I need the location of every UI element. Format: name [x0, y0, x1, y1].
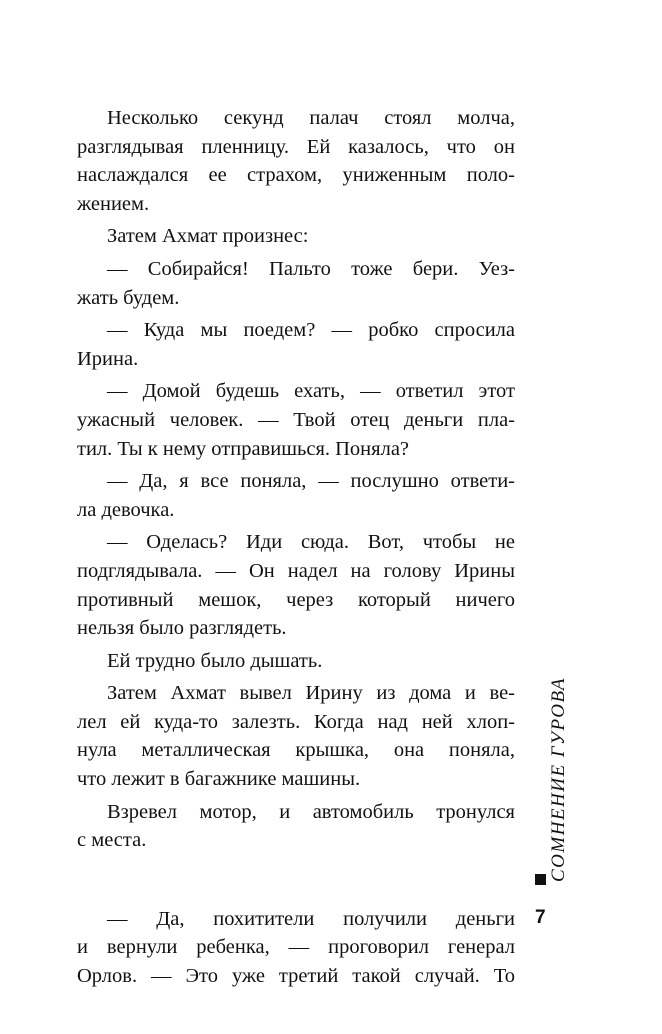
text-line: нельзя было разглядеть. [77, 617, 287, 640]
text-line: противный мешок, через который ничего [77, 588, 515, 611]
text-line: Взревел мотор, и автомобиль тронулся [107, 800, 515, 823]
paragraph [77, 222, 515, 251]
text-line: — Оделась? Иди сюда. Вот, чтобы не [107, 531, 515, 554]
paragraph [77, 905, 515, 991]
text-line: тил. Ты к нему отправишься. Поняла? [77, 437, 410, 460]
text-line: — Домой будешь ехать, — ответил этот [107, 380, 515, 403]
paragraph [77, 377, 515, 463]
text-line: — Да, похитители получили деньги [107, 907, 515, 930]
text-line: разглядывая пленницу. Ей казалось, что он [77, 135, 515, 158]
text-line: ужасный человек. — Твой отец деньги пла- [77, 408, 515, 431]
text-line: — Куда мы поедем? — робко спросила [107, 319, 515, 342]
text-line: жением. [77, 192, 150, 215]
paragraph [77, 679, 515, 793]
page-number: 7 [535, 907, 546, 928]
text-line: жать будем. [77, 286, 180, 309]
text-line: ла девочка. [77, 498, 175, 521]
text-line: Ирина. [77, 347, 139, 370]
text-line: — Собирайся! Пальто тоже бери. Уез- [107, 257, 515, 280]
text-line: Несколько секунд палач стоял молча, [107, 107, 515, 129]
text-line: нула металлическая крышка, она поняла, [77, 739, 515, 762]
running-title: СОМНЕНИЕ ГУРОВА [548, 676, 569, 882]
text-line: и вернули ребенка, — проговорил генерал [77, 936, 515, 959]
text-line: с места. [77, 829, 147, 852]
page-text [77, 104, 515, 991]
paragraph [77, 647, 515, 676]
paragraph [77, 467, 515, 524]
text-line: Затем Ахмат вывел Ирину из дома и ве- [107, 682, 515, 705]
square-marker-icon [535, 874, 546, 885]
paragraph [77, 316, 515, 373]
text-line: лел ей куда-то залезть. Когда над ней хлоп- [77, 710, 515, 733]
paragraph [77, 798, 515, 855]
text-line: — Да, я все поняла, — послушно ответи- [107, 470, 515, 493]
paragraph [77, 528, 515, 642]
text-line: подглядывала. — Он надел на голову Ирины [77, 559, 515, 582]
text-line: Ей трудно было дышать. [107, 649, 323, 672]
text-line: Орлов. — Это уже третий такой случай. То [77, 965, 515, 988]
paragraph [77, 104, 515, 218]
section-break [77, 855, 515, 905]
text-line: наслаждался ее страхом, униженным поло- [77, 164, 515, 187]
paragraph [77, 255, 515, 312]
text-line: что лежит в багажнике машины. [77, 768, 361, 791]
text-line: Затем Ахмат произнес: [107, 225, 309, 248]
